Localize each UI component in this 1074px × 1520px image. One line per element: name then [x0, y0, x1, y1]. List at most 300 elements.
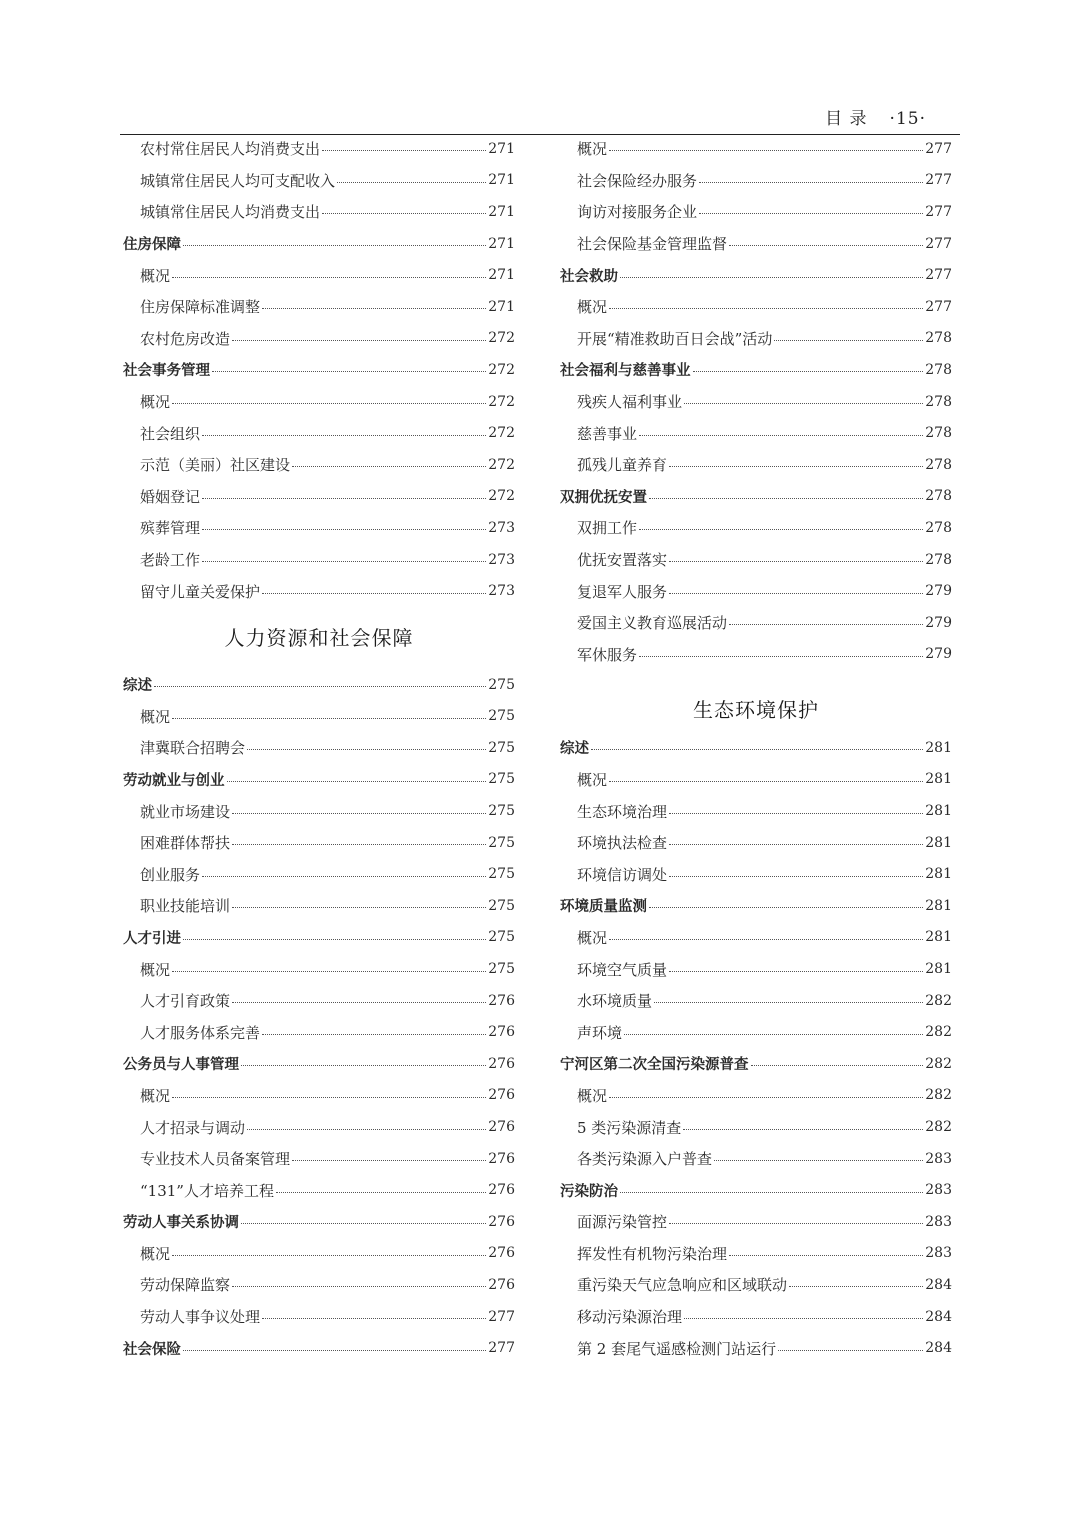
dot-leader	[609, 781, 923, 782]
toc-entry-title: 各类污染源入户普查	[577, 1150, 713, 1169]
toc-entry-title: 重污染天气应急响应和区域联动	[577, 1276, 788, 1295]
toc-entry-title: 优抚安置落实	[577, 551, 668, 570]
toc-entry[interactable]	[123, 1016, 515, 1048]
toc-entry[interactable]	[123, 417, 515, 449]
toc-entry[interactable]	[560, 386, 952, 418]
toc-entry-title: 劳动人事争议处理	[140, 1308, 261, 1327]
dot-leader	[699, 213, 923, 214]
toc-entry-page: 278	[925, 393, 952, 410]
dot-leader	[639, 435, 923, 436]
section-title-hr: 人力资源和社会保障	[224, 625, 414, 650]
toc-entry[interactable]	[123, 1048, 515, 1080]
toc-entry-page: 275	[488, 739, 515, 756]
dot-leader	[292, 466, 486, 467]
toc-entry-title: 移动污染源治理	[577, 1308, 683, 1327]
toc-entry[interactable]	[123, 386, 515, 418]
dot-leader	[202, 435, 486, 436]
toc-entry-title: 宁河区第二次全国污染源普查	[560, 1057, 749, 1074]
toc-entry-title: 概况	[140, 960, 171, 979]
toc-entry-title: 水环境质量	[577, 992, 653, 1011]
toc-entry-title: 第 2 套尾气遥感检测门站运行	[577, 1339, 777, 1358]
dot-leader	[172, 971, 486, 972]
toc-entry-page: 281	[925, 834, 952, 851]
toc-entry[interactable]	[123, 481, 515, 513]
toc-entry-title: 概况	[140, 393, 171, 412]
dot-leader	[232, 340, 486, 341]
toc-entry-page: 276	[488, 1245, 515, 1262]
toc-entry-title: 人才引进	[123, 930, 181, 947]
toc-entry-title: 专业技术人员备案管理	[140, 1150, 291, 1169]
toc-entry-title: 环境执法检查	[577, 834, 668, 853]
toc-entry-page: 276	[488, 992, 515, 1009]
toc-entry-page: 278	[925, 519, 952, 536]
toc-entry-page: 279	[925, 614, 952, 631]
dot-leader	[172, 1255, 486, 1256]
toc-entry-title: 军休服务	[577, 645, 638, 664]
toc-entry-title: 慈善事业	[577, 424, 638, 443]
dot-leader	[669, 813, 923, 814]
dot-leader	[322, 150, 486, 151]
toc-entry-page: 283	[925, 1150, 952, 1167]
toc-entry-page: 282	[925, 992, 952, 1009]
toc-entry[interactable]	[123, 1174, 515, 1206]
toc-entry-title: 劳动就业与创业	[123, 772, 225, 789]
dot-leader	[262, 1318, 486, 1319]
toc-entry-page: 277	[925, 203, 952, 220]
toc-entry[interactable]	[123, 323, 515, 355]
dot-leader	[227, 781, 487, 782]
toc-entry-page: 275	[488, 771, 515, 788]
toc-left-before	[123, 133, 515, 607]
toc-entry[interactable]	[123, 669, 515, 701]
dot-leader	[232, 813, 486, 814]
toc-entry[interactable]	[123, 1143, 515, 1175]
toc-entry-page: 276	[488, 1119, 515, 1136]
toc-entry[interactable]	[560, 1206, 952, 1238]
toc-entry[interactable]	[123, 1301, 515, 1333]
toc-entry-title: 复退军人服务	[577, 582, 668, 601]
toc-entry[interactable]	[123, 827, 515, 859]
dot-leader	[172, 403, 486, 404]
toc-entry-title: 生态环境治理	[577, 802, 668, 821]
toc-entry-title: 概况	[577, 1086, 608, 1105]
toc-entry-title: 综述	[123, 678, 152, 695]
toc-entry-page: 275	[488, 897, 515, 914]
toc-entry-title: 面源污染管控	[577, 1213, 668, 1232]
toc-entry[interactable]	[560, 481, 952, 513]
dot-leader	[202, 529, 486, 530]
toc-entry-page: 277	[488, 1308, 515, 1325]
dot-leader	[669, 876, 923, 877]
toc-entry[interactable]	[123, 890, 515, 922]
dot-leader	[241, 1223, 486, 1224]
toc-entry[interactable]	[123, 985, 515, 1017]
dot-leader	[729, 624, 923, 625]
dot-leader	[292, 1160, 486, 1161]
toc-entry-title: 社会保险经办服务	[577, 171, 698, 190]
toc-entry-page: 276	[488, 1213, 515, 1230]
toc-entry-title: 社会救助	[560, 268, 618, 285]
toc-entry-title: 5 类污染源清查	[577, 1118, 682, 1137]
toc-entry[interactable]	[560, 1174, 952, 1206]
toc-entry-title: 挥发性有机物污染治理	[577, 1244, 728, 1263]
toc-entry-page: 276	[488, 1276, 515, 1293]
toc-entry[interactable]	[560, 196, 952, 228]
toc-entry-title: 殡葬管理	[140, 519, 201, 538]
toc-entry[interactable]	[123, 196, 515, 228]
toc-entry-title: 社会保险	[123, 1341, 181, 1358]
toc-entry-title: 综述	[560, 741, 589, 758]
dot-leader	[609, 1097, 923, 1098]
toc-entry-page: 276	[488, 1182, 515, 1199]
toc-entry-title: 劳动保障监察	[140, 1276, 231, 1295]
dot-leader	[654, 1002, 923, 1003]
dot-leader	[609, 939, 923, 940]
dot-leader	[669, 593, 923, 594]
toc-entry-title: 人才招录与调动	[140, 1118, 246, 1137]
toc-entry-title: 婚姻登记	[140, 487, 201, 506]
toc-entry-title: 住房保障	[123, 237, 181, 254]
toc-entry-title: 劳动人事关系协调	[123, 1215, 239, 1232]
dot-leader	[669, 971, 923, 972]
toc-entry-title: 公务员与人事管理	[123, 1057, 239, 1074]
toc-entry[interactable]	[560, 795, 952, 827]
toc-entry[interactable]	[123, 575, 515, 607]
toc-entry-title: 双拥工作	[577, 519, 638, 538]
toc-entry-page: 282	[925, 1024, 952, 1041]
toc-entry-page: 284	[925, 1308, 952, 1325]
toc-entry-page: 283	[925, 1213, 952, 1230]
toc-entry-title: 爱国主义教育巡展活动	[577, 614, 728, 633]
toc-entry[interactable]	[560, 1332, 952, 1364]
toc-entry-page: 277	[488, 1340, 515, 1357]
toc-entry[interactable]	[560, 291, 952, 323]
toc-entry-page: 273	[488, 583, 515, 600]
toc-entry-page: 283	[925, 1182, 952, 1199]
toc-entry-page: 281	[925, 929, 952, 946]
toc-entry-title: 城镇常住居民人均消费支出	[140, 203, 321, 222]
dot-leader	[172, 1097, 486, 1098]
toc-entry-page: 283	[925, 1245, 952, 1262]
dot-leader	[262, 1034, 486, 1035]
toc-entry[interactable]	[123, 544, 515, 576]
toc-entry[interactable]	[123, 1238, 515, 1270]
toc-entry-title: 概况	[140, 1086, 171, 1105]
dot-leader	[649, 498, 923, 499]
toc-entry-page: 276	[488, 1150, 515, 1167]
toc-entry-title: 城镇常住居民人均可支配收入	[140, 171, 336, 190]
toc-entry-title: 孤残儿童养育	[577, 456, 668, 475]
toc-left-after	[123, 669, 515, 1364]
toc-entry-title: 农村常住居民人均消费支出	[140, 140, 321, 159]
toc-entry-page: 277	[925, 267, 952, 284]
toc-entry[interactable]	[123, 165, 515, 197]
dot-leader	[262, 593, 486, 594]
dot-leader	[247, 1129, 486, 1130]
toc-entry-page: 275	[488, 803, 515, 820]
toc-entry[interactable]	[560, 922, 952, 954]
toc-entry-page: 271	[488, 140, 515, 157]
dot-leader	[649, 907, 923, 908]
toc-right-after	[560, 732, 952, 1364]
dot-leader	[322, 213, 486, 214]
dot-leader	[183, 1350, 486, 1351]
toc-entry-title: 留守儿童关爱保护	[140, 582, 261, 601]
toc-entry-title: 社会保险基金管理监督	[577, 235, 728, 254]
dot-leader	[232, 844, 486, 845]
toc-entry-title: 困难群体帮扶	[140, 834, 231, 853]
toc-entry-page: 281	[925, 739, 952, 756]
toc-entry-title: 人才服务体系完善	[140, 1023, 261, 1042]
toc-entry-title: 概况	[140, 1244, 171, 1263]
toc-entry-title: 概况	[140, 266, 171, 285]
toc-entry-title: 询访对接服务企业	[577, 203, 698, 222]
toc-entry-page: 278	[925, 425, 952, 442]
dot-leader	[684, 1318, 923, 1319]
toc-right-column	[560, 133, 952, 1364]
toc-entry-page: 271	[488, 235, 515, 252]
dot-leader	[620, 277, 923, 278]
toc-entry-page: 281	[925, 771, 952, 788]
toc-entry[interactable]	[560, 259, 952, 291]
toc-entry-page: 276	[488, 1024, 515, 1041]
toc-entry[interactable]	[560, 858, 952, 890]
toc-entry[interactable]	[123, 354, 515, 386]
toc-entry[interactable]	[123, 922, 515, 954]
toc-entry-page: 277	[925, 172, 952, 189]
toc-entry[interactable]	[560, 449, 952, 481]
dot-leader	[699, 182, 923, 183]
toc-entry[interactable]	[560, 544, 952, 576]
toc-entry[interactable]	[560, 354, 952, 386]
toc-right-before	[560, 133, 952, 670]
toc-entry[interactable]	[123, 1080, 515, 1112]
toc-entry-page: 277	[925, 140, 952, 157]
toc-entry[interactable]	[560, 827, 952, 859]
toc-entry[interactable]	[123, 732, 515, 764]
dot-leader	[212, 371, 486, 372]
toc-entry[interactable]	[123, 512, 515, 544]
dot-leader	[247, 749, 486, 750]
dot-leader	[683, 1129, 923, 1130]
toc-entry-title: 污染防治	[560, 1183, 618, 1200]
toc-entry[interactable]	[560, 1238, 952, 1270]
toc-entry[interactable]	[560, 732, 952, 764]
toc-entry-title: 概况	[577, 298, 608, 317]
dot-leader	[202, 876, 486, 877]
dot-leader	[337, 182, 486, 183]
toc-entry-title: 就业市场建设	[140, 802, 231, 821]
toc-entry[interactable]	[123, 228, 515, 260]
toc-entry[interactable]	[560, 512, 952, 544]
dot-leader	[183, 245, 486, 246]
toc-entry[interactable]	[123, 858, 515, 890]
dot-leader	[669, 844, 923, 845]
toc-entry-page: 282	[925, 1055, 952, 1072]
toc-entry[interactable]	[560, 417, 952, 449]
toc-entry[interactable]	[560, 1111, 952, 1143]
toc-entry[interactable]	[560, 165, 952, 197]
toc-entry-title: 津冀联合招聘会	[140, 739, 246, 758]
toc-entry-title: 农村危房改造	[140, 329, 231, 348]
dot-leader	[183, 939, 486, 940]
toc-entry[interactable]	[123, 449, 515, 481]
dot-leader	[774, 340, 923, 341]
toc-entry-page: 273	[488, 519, 515, 536]
toc-entry[interactable]	[123, 291, 515, 323]
toc-entry-title: “131”人才培养工程	[140, 1181, 274, 1200]
toc-entry-page: 278	[925, 456, 952, 473]
dot-leader	[693, 371, 924, 372]
toc-left-column	[123, 133, 515, 1364]
toc-entry-page: 276	[488, 1055, 515, 1072]
toc-entry-page: 271	[488, 267, 515, 284]
toc-entry-title: 开展“精准救助百日会战”活动	[577, 329, 773, 348]
toc-entry[interactable]	[560, 133, 952, 165]
toc-entry-title: 人才引育政策	[140, 992, 231, 1011]
dot-leader	[789, 1286, 923, 1287]
toc-entry[interactable]	[560, 607, 952, 639]
toc-entry-page: 281	[925, 803, 952, 820]
dot-leader	[241, 1065, 486, 1066]
dot-leader	[669, 1223, 923, 1224]
toc-entry-page: 275	[488, 866, 515, 883]
toc-entry[interactable]	[560, 890, 952, 922]
toc-entry-page: 281	[925, 961, 952, 978]
dot-leader	[729, 1255, 923, 1256]
toc-entry-page: 273	[488, 551, 515, 568]
dot-leader	[751, 1065, 924, 1066]
dot-leader	[669, 466, 923, 467]
toc-entry-page: 281	[925, 897, 952, 914]
toc-entry-page: 278	[925, 488, 952, 505]
toc-entry-title: 声环境	[577, 1023, 623, 1042]
toc-entry-page: 279	[925, 646, 952, 663]
toc-entry-title: 创业服务	[140, 865, 201, 884]
toc-entry-title: 职业技能培训	[140, 897, 231, 916]
toc-entry-title: 社会事务管理	[123, 363, 210, 380]
toc-entry[interactable]	[560, 1269, 952, 1301]
dot-leader	[669, 561, 923, 562]
toc-entry-page: 271	[488, 172, 515, 189]
dot-leader	[639, 656, 923, 657]
toc-entry[interactable]	[560, 1080, 952, 1112]
dot-leader	[620, 1192, 923, 1193]
toc-entry-page: 281	[925, 866, 952, 883]
toc-entry-page: 272	[488, 456, 515, 473]
toc-entry-title: 概况	[140, 707, 171, 726]
toc-entry[interactable]	[560, 228, 952, 260]
toc-entry-page: 282	[925, 1119, 952, 1136]
toc-entry-page: 275	[488, 929, 515, 946]
toc-entry-title: 概况	[577, 770, 608, 789]
toc-entry-page: 278	[925, 551, 952, 568]
toc-entry-page: 278	[925, 330, 952, 347]
toc-entry[interactable]	[123, 259, 515, 291]
toc-entry-title: 示范（美丽）社区建设	[140, 456, 291, 475]
dot-leader	[684, 403, 923, 404]
toc-entry-page: 272	[488, 361, 515, 378]
toc-entry[interactable]	[560, 1016, 952, 1048]
dot-leader	[276, 1192, 486, 1193]
toc-entry[interactable]	[123, 795, 515, 827]
dot-leader	[172, 718, 486, 719]
toc-entry-title: 社会福利与慈善事业	[560, 363, 691, 380]
header-text	[825, 104, 926, 129]
toc-entry-page: 278	[925, 361, 952, 378]
section-title-eco: 生态环境保护	[693, 698, 819, 723]
toc-entry[interactable]	[560, 1143, 952, 1175]
header-label: 目 录	[825, 109, 868, 129]
dot-leader	[624, 1034, 923, 1035]
toc-entry-page: 271	[488, 298, 515, 315]
dot-leader	[232, 1286, 486, 1287]
toc-entry-page: 272	[488, 488, 515, 505]
toc-entry-page: 282	[925, 1087, 952, 1104]
toc-entry[interactable]	[123, 953, 515, 985]
dot-leader	[202, 561, 486, 562]
toc-entry-page: 277	[925, 235, 952, 252]
toc-entry[interactable]	[123, 1332, 515, 1364]
toc-entry-title: 老龄工作	[140, 551, 201, 570]
toc-entry[interactable]	[560, 1301, 952, 1333]
toc-entry-page: 279	[925, 583, 952, 600]
toc-entry-title: 住房保障标准调整	[140, 298, 261, 317]
toc-entry[interactable]	[123, 1111, 515, 1143]
toc-entry[interactable]	[560, 764, 952, 796]
toc-entry[interactable]	[560, 639, 952, 671]
toc-entry-page: 275	[488, 676, 515, 693]
dot-leader	[154, 686, 486, 687]
toc-entry[interactable]	[123, 1206, 515, 1238]
dot-leader	[172, 277, 486, 278]
toc-entry[interactable]	[560, 575, 952, 607]
dot-leader	[609, 150, 923, 151]
toc-entry[interactable]	[123, 1269, 515, 1301]
dot-leader	[609, 308, 923, 309]
toc-entry-title: 双拥优抚安置	[560, 489, 647, 506]
toc-entry-title: 残疾人福利事业	[577, 393, 683, 412]
toc-entry[interactable]	[123, 133, 515, 165]
toc-entry[interactable]	[123, 701, 515, 733]
dot-leader	[262, 308, 486, 309]
dot-leader	[232, 1002, 486, 1003]
toc-entry-title: 概况	[577, 928, 608, 947]
toc-entry-title: 环境信访调处	[577, 865, 668, 884]
toc-entry-page: 275	[488, 961, 515, 978]
toc-entry-page: 276	[488, 1087, 515, 1104]
toc-entry[interactable]	[560, 323, 952, 355]
toc-entry-page: 284	[925, 1340, 952, 1357]
toc-entry[interactable]	[123, 764, 515, 796]
toc-entry[interactable]	[560, 953, 952, 985]
page-header	[120, 100, 960, 135]
toc-entry-title: 环境质量监测	[560, 899, 647, 916]
dot-leader	[778, 1350, 923, 1351]
dot-leader	[232, 907, 486, 908]
toc-entry-title: 环境空气质量	[577, 960, 668, 979]
toc-entry-title: 社会组织	[140, 424, 201, 443]
toc-entry[interactable]	[560, 985, 952, 1017]
toc-entry-page: 275	[488, 834, 515, 851]
dot-leader	[202, 498, 486, 499]
toc-entry-page: 275	[488, 708, 515, 725]
dot-leader	[639, 529, 923, 530]
dot-leader	[591, 749, 923, 750]
toc-entry-page: 272	[488, 393, 515, 410]
toc-entry[interactable]	[560, 1048, 952, 1080]
toc-entry-page: 272	[488, 425, 515, 442]
